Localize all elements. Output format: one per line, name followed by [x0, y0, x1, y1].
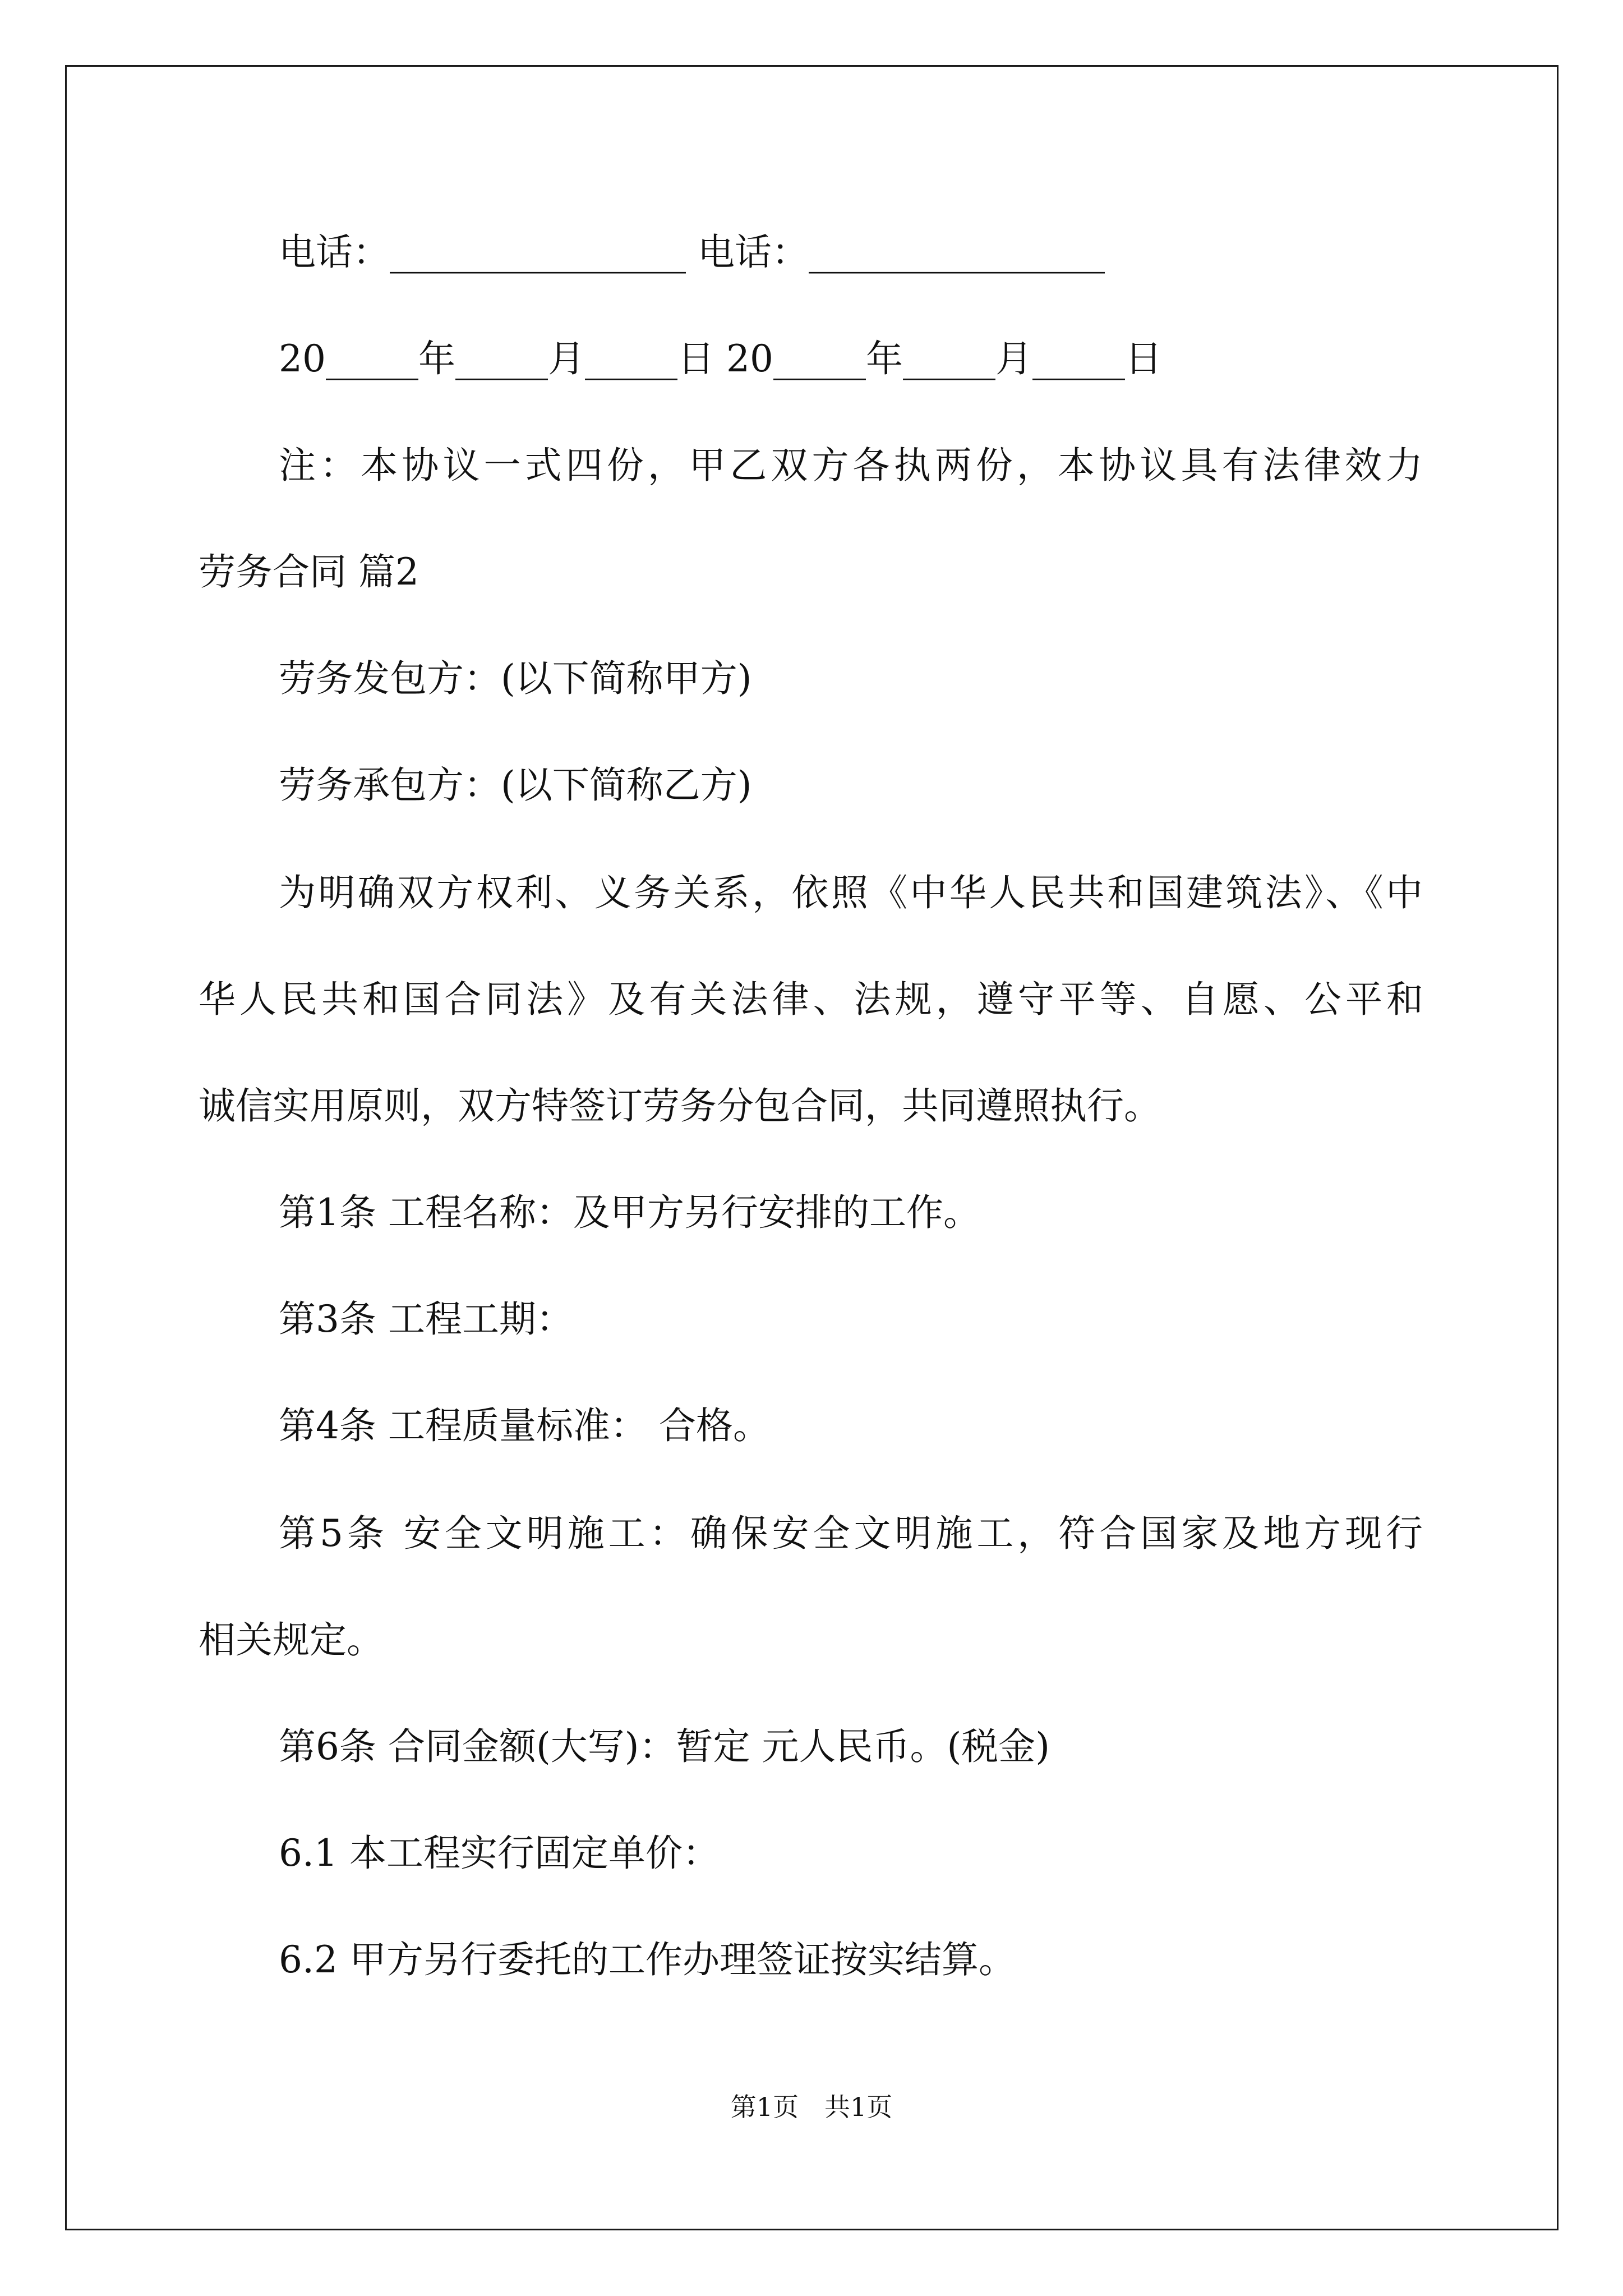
preamble-paragraph-line-3: 诚信实用原则，双方特签订劳务分包合同，共同遵照执行。 — [199, 1084, 1161, 1128]
preamble-paragraph-line-2: 华人民共和国合同法》及有关法律、法规，遵守平等、自愿、公平和 — [199, 978, 1423, 1021]
article-6-2: 6.2 甲方另行委托的工作办理签证按实结算。 — [279, 1938, 1016, 1981]
note-paragraph: 注：本协议一式四份，甲乙双方各执两份，本协议具有法律效力 — [279, 444, 1423, 487]
article-5-line-2: 相关规定。 — [199, 1618, 384, 1662]
article-5-line-1: 第5条 安全文明施工：确保安全文明施工，符合国家及地方现行 — [279, 1512, 1423, 1555]
preamble-paragraph-line-1: 为明确双方权利、义务关系，依照《中华人民共和国建筑法》、《中 — [279, 871, 1423, 914]
page-number: 第1页 共1页 — [730, 2092, 893, 2122]
contractor-party: 劳务发包方：(以下简称甲方) — [279, 657, 752, 700]
article-4: 第4条 工程质量标准： 合格。 — [279, 1404, 770, 1447]
phone-line: 电话：________________ 电话：________________ — [279, 231, 1105, 274]
article-1: 第1条 工程名称：及甲方另行安排的工作。 — [279, 1191, 980, 1234]
article-3: 第3条 工程工期： — [279, 1297, 573, 1341]
date-line: 20_____年_____月_____日 20_____年_____月_____日 — [279, 337, 1162, 380]
page-border — [65, 65, 1559, 2230]
article-6-1: 6.1 本工程实行固定单价： — [279, 1832, 720, 1875]
section-heading: 劳务合同 篇2 — [199, 550, 419, 593]
article-6: 第6条 合同金额(大写)：暂定 元人民币。(税金) — [279, 1725, 1050, 1768]
subcontractor-party: 劳务承包方：(以下简称乙方) — [279, 763, 752, 807]
